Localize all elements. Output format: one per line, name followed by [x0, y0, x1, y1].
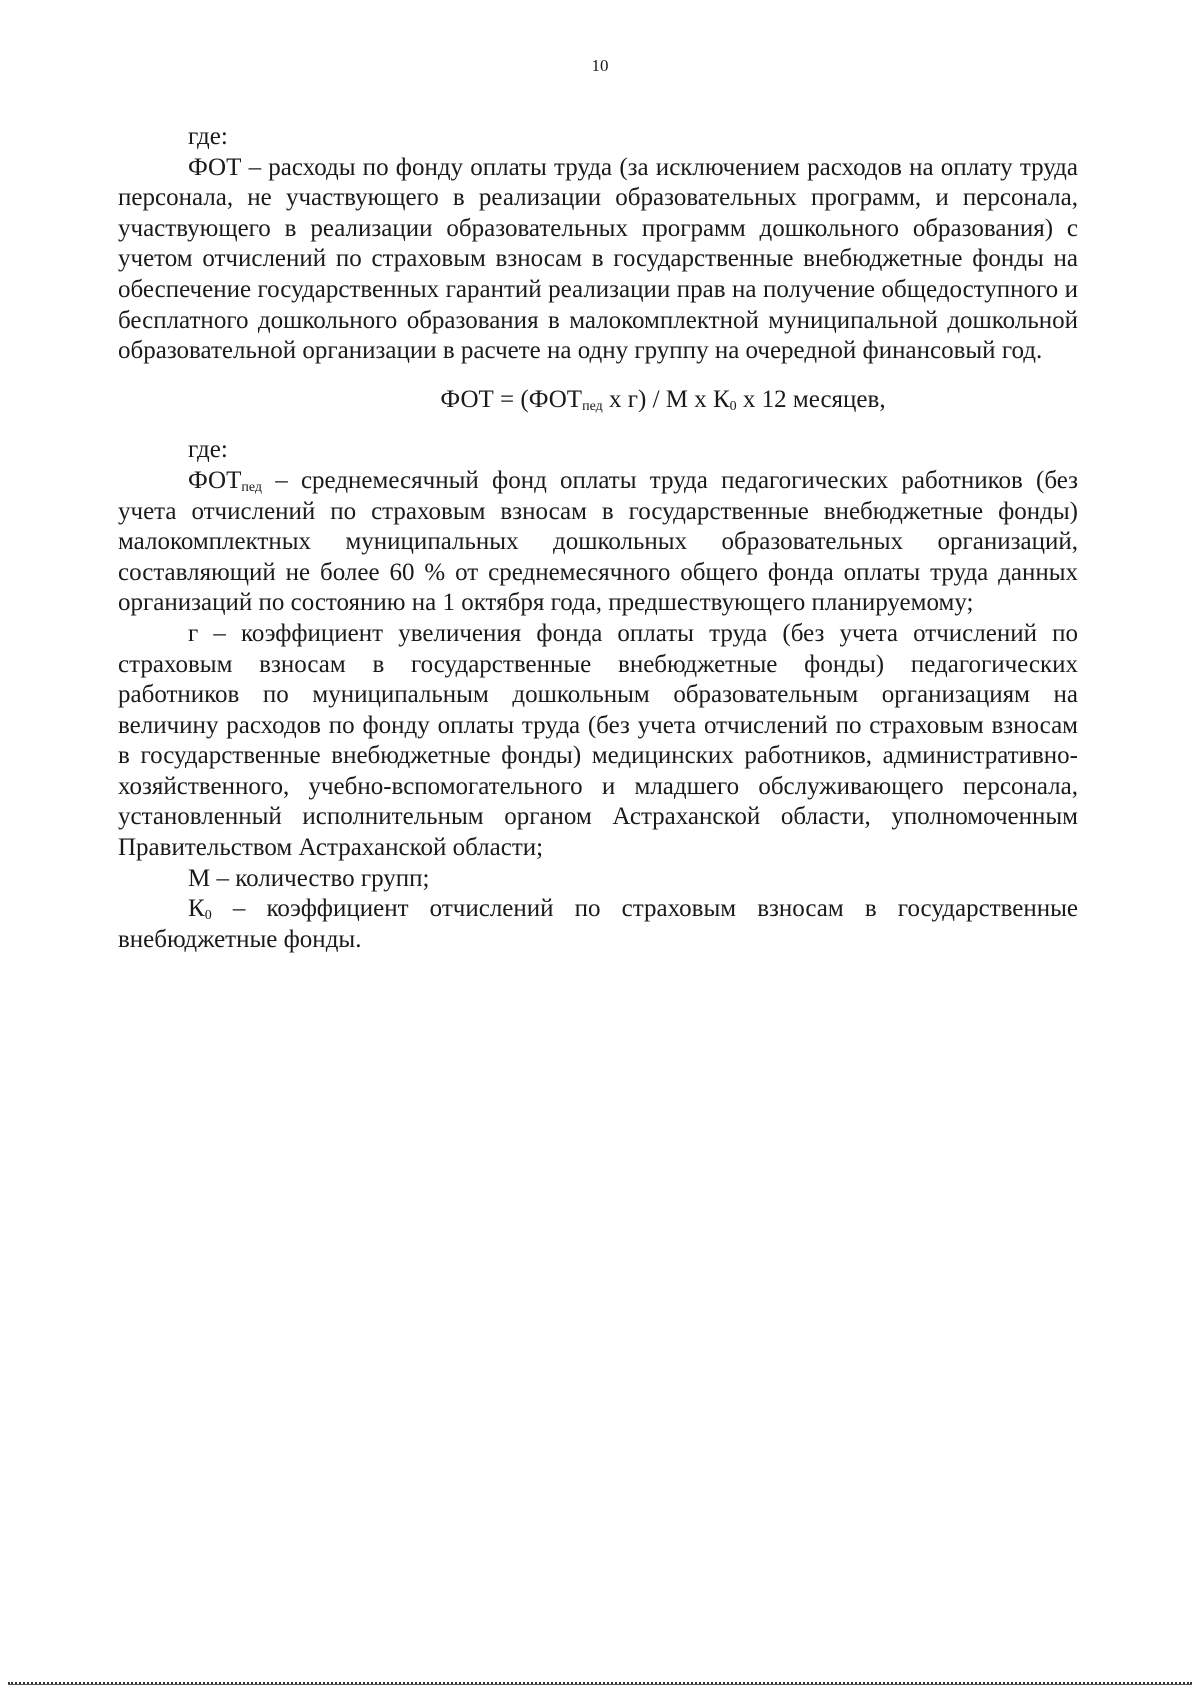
- formula-sub-ped: пед: [582, 398, 603, 414]
- m-definition-paragraph: М – количество групп;: [188, 864, 430, 892]
- where-label-2: где:: [188, 436, 228, 464]
- fot-term: ФОТ: [188, 153, 242, 181]
- g-definition-paragraph: г – коэффициент увеличения фонда оплаты труда (без учета отчислений по страховым взносам в государственные внебюджетные фонды) педагогических работников по муниципальным дошкольным образовательным организациям на величину расходов по фонду оплаты труда (без учета отчислений по страховым взносам в государственные внебюджетные фонды) медицинских работников, административно-хозяйственного, учебно-вспомогательного и младшего обслуживающего персонала, установленный исполнительным органом Астраханской области, уполномоченным Правительством Астраханской области;: [118, 619, 1078, 862]
- formula-rhs: х 12 месяцев,: [736, 385, 886, 413]
- fot-ped-sub: пед: [241, 479, 263, 495]
- k-definition-paragraph: [118, 894, 1078, 955]
- formula-mid: х г) / М х К: [602, 385, 730, 413]
- fot-definition-paragraph: [118, 153, 1078, 367]
- fot-ped-definition-paragraph: [118, 466, 1078, 619]
- bottom-rule: [8, 1684, 1192, 1685]
- fot-definition: – расходы по фонду оплаты труда (за исключением расходов на оплату труда персонала, не участвующего в реализации образовательных программ, и персонала, участвующего в реализации образовательных программ дошкольного образования) с учетом отчислений по страховым взносам в государственные внебюджетные фонды на обеспечение государственных гарантий реализации прав на получение общедоступного и бесплатного дошкольного образования в малокомплектной муниципальной дошкольной образовательной организации в расчете на одну группу на очередной финансовый год.: [118, 153, 1078, 365]
- where-label-1: где:: [188, 123, 228, 150]
- fot-ped-term: ФОТ: [188, 466, 242, 494]
- k-term: К: [188, 895, 205, 923]
- document-body: [118, 122, 1078, 955]
- formula-sub-zero: 0: [729, 398, 737, 414]
- fot-ped-definition: – среднемесячный фонд оплаты труда педагогических работников (без учета отчислений по страховым взносам в государственные внебюджетные фонды) малокомплектных муниципальных дошкольных образовательных организаций, составляющий не более 60 % от среднемесячного общего фонда оплаты труда данных организаций по состоянию на 1 октября года, предшествующего планируемому;: [118, 466, 1078, 617]
- formula-lhs: ФОТ = (ФОТ: [440, 385, 583, 413]
- k-definition: – коэффициент отчислений по страховым взносам в государственные внебюджетные фонды.: [118, 895, 1078, 953]
- page-number: 10: [591, 56, 609, 75]
- k-sub: 0: [204, 908, 212, 924]
- formula: [118, 385, 1078, 416]
